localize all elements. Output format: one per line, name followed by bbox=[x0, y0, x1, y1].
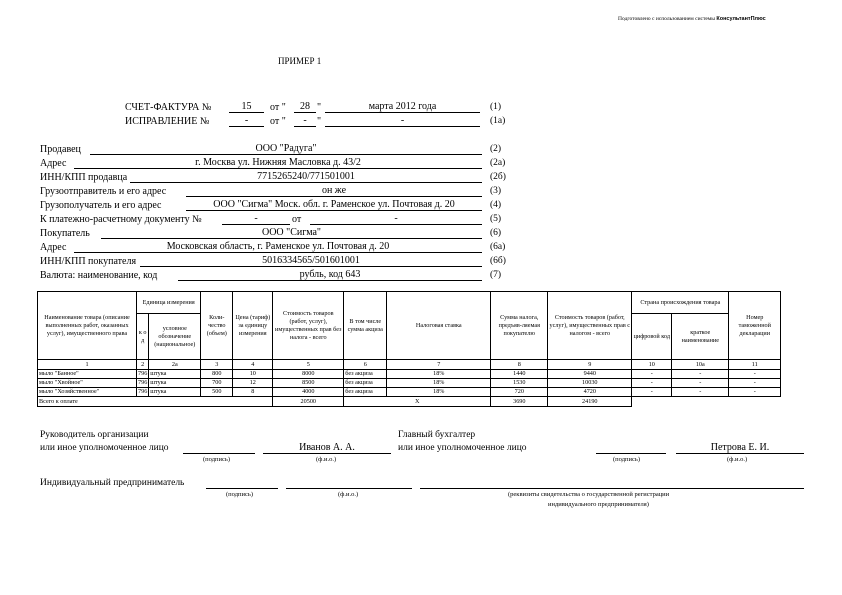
col-num: 7 bbox=[387, 360, 491, 370]
col-num: 11 bbox=[729, 360, 781, 370]
total-row bbox=[38, 397, 781, 407]
correction-date: - bbox=[325, 115, 480, 127]
invoice-title: СЧЕТ-ФАКТУРА № bbox=[125, 102, 212, 113]
header-tax-rate: Налоговая ставка bbox=[387, 292, 491, 360]
header-cost-no-tax: Стоимость товаров (работ, услуг), имущественных прав без налога - всего bbox=[273, 292, 344, 360]
total-tax-sum: 3690 bbox=[491, 397, 548, 407]
example-label: ПРИМЕР 1 bbox=[278, 56, 322, 66]
shipper-value: он же bbox=[186, 185, 482, 197]
code-2b: (2б) bbox=[490, 172, 506, 182]
seller-address-label: Адрес bbox=[40, 158, 67, 169]
ot-label: от bbox=[270, 102, 280, 113]
entrepreneur-sign-caption: (подпись) bbox=[226, 491, 253, 498]
head-label-1: Руководитель организации bbox=[40, 430, 149, 440]
invoice-date: марта 2012 года bbox=[325, 101, 480, 113]
col-num: 1 bbox=[38, 360, 137, 370]
col-num: 2а bbox=[149, 360, 201, 370]
header-excise: В том числе сумма акциза bbox=[344, 292, 387, 360]
code-7: (7) bbox=[490, 270, 502, 280]
code-3: (3) bbox=[490, 186, 502, 196]
seller-value: ООО "Радуга" bbox=[90, 143, 482, 155]
payment-doc-label: К платежно-расчетному документу № bbox=[40, 214, 202, 225]
consignee-value: ООО "Сигма" Моск. обл. г. Раменское ул. Почтовая д. 20 bbox=[186, 199, 482, 211]
entrepreneur-name-line bbox=[286, 477, 412, 489]
accountant-label-1: Главный бухгалтер bbox=[398, 430, 476, 440]
accountant-signature-line bbox=[596, 442, 666, 454]
col-num: 10а bbox=[672, 360, 729, 370]
entrepreneur-requisites-line bbox=[420, 477, 804, 489]
correction-title: ИСПРАВЛЕНИЕ № bbox=[125, 116, 210, 127]
entrepreneur-signature-line bbox=[206, 477, 278, 489]
currency-label: Валюта: наименование, код bbox=[40, 270, 158, 281]
buyer-label: Покупатель bbox=[40, 228, 90, 239]
col-num: 10 bbox=[632, 360, 672, 370]
buyer-address-label: Адрес bbox=[40, 242, 67, 253]
payment-doc-number: - bbox=[222, 213, 290, 225]
correction-number: - bbox=[229, 115, 264, 127]
consignee-label: Грузополучатель и его адрес bbox=[40, 200, 162, 211]
header-country-name: краткое наименование bbox=[672, 314, 729, 360]
head-sign-caption: (подпись) bbox=[203, 456, 230, 463]
header-customs: Номер таможенной декларации bbox=[729, 292, 781, 360]
code-1: (1) bbox=[490, 102, 502, 112]
header-unit: Единица измерения bbox=[137, 292, 201, 314]
goods-table bbox=[37, 291, 781, 407]
code-6b: (6б) bbox=[490, 256, 506, 266]
buyer-inn-value: 5016334565/501601001 bbox=[140, 255, 482, 267]
column-numbers-row bbox=[38, 360, 781, 370]
seller-inn-label: ИНН/КПП продавца bbox=[40, 172, 128, 183]
col-num: 8 bbox=[491, 360, 548, 370]
invoice-number: 15 bbox=[229, 101, 264, 113]
entrepreneur-fio-caption: (ф.и.о.) bbox=[338, 491, 359, 498]
header-unit-code: к о д bbox=[137, 314, 149, 360]
brand-name: КонсультантПлюс bbox=[716, 16, 766, 22]
col-num: 2 bbox=[137, 360, 149, 370]
total-mark: Х bbox=[344, 397, 491, 407]
code-6: (6) bbox=[490, 228, 502, 238]
col-num: 9 bbox=[548, 360, 632, 370]
head-name: Иванов А. А. bbox=[263, 442, 391, 454]
code-2: (2) bbox=[490, 144, 502, 154]
shipper-label: Грузоотправитель и его адрес bbox=[40, 186, 167, 197]
header-country-code: цифровой код bbox=[632, 314, 672, 360]
header-unit-name: условное обозначение (национальное) bbox=[149, 314, 201, 360]
col-num: 5 bbox=[273, 360, 344, 370]
seller-label: Продавец bbox=[40, 144, 81, 155]
invoice-day: 28 bbox=[294, 101, 316, 113]
source-note: Подготовлено с использованием системы КонсультантПлюс bbox=[618, 16, 766, 22]
header-qty: Коли-чество (объем) bbox=[201, 292, 233, 360]
header-country: Страна происхождения товара bbox=[632, 292, 729, 314]
col-num: 6 bbox=[344, 360, 387, 370]
col-num: 3 bbox=[201, 360, 233, 370]
code-6a: (6а) bbox=[490, 242, 506, 252]
header-tax-sum: Сумма налога, предъяв-ляемая покупателю bbox=[491, 292, 548, 360]
table-row: мыло "Банное" 796 штука 800 10 8000 без акциза 18% 1440 9440 - - - bbox=[38, 370, 781, 379]
payment-doc-date: - bbox=[310, 213, 482, 225]
code-4: (4) bbox=[490, 200, 502, 210]
accountant-label-2: или иное уполномоченное лицо bbox=[398, 443, 527, 453]
header-cost-with-tax: Стоимость товаров (работ, услуг), имущественных прав с налогом - всего bbox=[548, 292, 632, 360]
requisites-caption-2: индивидуального предпринимателя) bbox=[548, 501, 649, 508]
seller-address-value: г. Москва ул. Нижняя Масловка д. 43/2 bbox=[74, 157, 482, 169]
entrepreneur-label: Индивидуальный предприниматель bbox=[40, 478, 185, 488]
correction-day: - bbox=[294, 115, 316, 127]
code-1a: (1а) bbox=[490, 116, 506, 126]
head-label-2: или иное уполномоченное лицо bbox=[40, 443, 169, 453]
col-num: 4 bbox=[233, 360, 273, 370]
buyer-inn-label: ИНН/КПП покупателя bbox=[40, 256, 137, 267]
table-row: мыло "Хвойное" 796 штука 700 12 8500 без акциза 18% 1530 10030 - - - bbox=[38, 379, 781, 388]
table-row: мыло "Хозяйственное" 796 штука 500 8 4000 без акциза 18% 720 4720 - - - bbox=[38, 388, 781, 397]
seller-inn-value: 7715265240/771501001 bbox=[130, 171, 482, 183]
head-signature-line bbox=[183, 442, 255, 454]
accountant-name: Петрова Е. И. bbox=[676, 442, 804, 454]
requisites-caption-1: (реквизиты свидетельства о государственной регистрации bbox=[508, 491, 670, 498]
buyer-address-value: Московская область, г. Раменское ул. Почтовая д. 20 bbox=[74, 241, 482, 253]
header-price: Цена (тариф) за единицу измерения bbox=[233, 292, 273, 360]
code-5: (5) bbox=[490, 214, 502, 224]
accountant-fio-caption: (ф.и.о.) bbox=[727, 456, 748, 463]
total-cost-with-tax: 24190 bbox=[548, 397, 632, 407]
total-cost-no-tax: 20500 bbox=[273, 397, 344, 407]
header-name: Наименование товара (описание выполненных работ, оказанных услуг), имущественного права bbox=[38, 292, 137, 360]
ot-label-2: от bbox=[270, 116, 280, 127]
buyer-value: ООО "Сигма" bbox=[101, 227, 482, 239]
code-2a: (2а) bbox=[490, 158, 506, 168]
total-label: Всего к оплате bbox=[38, 397, 273, 407]
payment-doc-ot: от bbox=[292, 214, 302, 225]
accountant-sign-caption: (подпись) bbox=[613, 456, 640, 463]
head-fio-caption: (ф.и.о.) bbox=[316, 456, 337, 463]
currency-value: рубль, код 643 bbox=[178, 269, 482, 281]
